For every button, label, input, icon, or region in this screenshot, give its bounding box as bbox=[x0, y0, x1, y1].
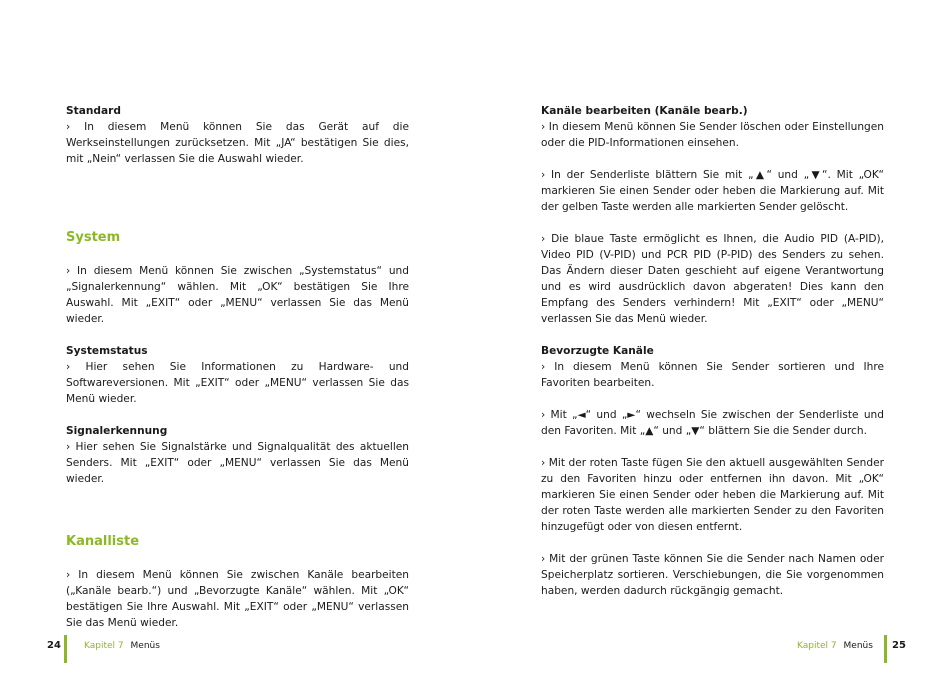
footer-right bbox=[797, 641, 873, 651]
kanalliste-block bbox=[66, 567, 409, 631]
footer-left bbox=[84, 641, 160, 651]
system-heading: System bbox=[66, 230, 121, 245]
systemstatus-block bbox=[66, 343, 409, 407]
signalerkennung-title: Signalerkennung bbox=[66, 425, 168, 437]
page-number-right: 25 bbox=[892, 640, 906, 651]
footer-bar-left bbox=[64, 635, 67, 663]
right-page bbox=[475, 0, 950, 677]
kanaele-p2: › In der Senderliste blättern Sie mit „▲“ und „▼“. Mit „OK“ markieren Sie einen Sender oder heben die Markierung auf. Mit der gelben Taste werden alle markierten Sender gelöscht. bbox=[541, 169, 884, 213]
systemstatus-title: Systemstatus bbox=[66, 345, 148, 357]
topic-label-left: Menüs bbox=[130, 641, 160, 651]
standard-text: › In diesem Menü können Sie das Gerät auf die Werkseinstellungen zurücksetzen. Mit „JA“ bestätigen Sie dies, mit „Nein“ verlassen Sie die Auswahl wieder. bbox=[66, 121, 409, 165]
kanaele-bearbeiten-title: Kanäle bearbeiten (Kanäle bearb.) bbox=[541, 105, 748, 117]
bevorzugte-kanaele-block bbox=[541, 343, 884, 599]
bevorzugt-p4: › Mit der grünen Taste können Sie die Sender nach Namen oder Speicherplatz sortieren. Verschiebungen, die Sie vorgenommen haben, werden dadurch rückgängig gemacht. bbox=[541, 553, 884, 597]
bevorzugte-kanaele-title: Bevorzugte Kanäle bbox=[541, 345, 654, 357]
standard-block bbox=[66, 103, 409, 167]
kanaele-p1: › In diesem Menü können Sie Sender löschen oder Einstellungen oder die PID-Informationen einsehen. bbox=[541, 121, 884, 149]
chapter-label-left: Kapitel 7 bbox=[84, 641, 124, 651]
bevorzugt-p2: › Mit „◄“ und „►“ wechseln Sie zwischen der Senderliste und den Favoriten. Mit „▲“ und „▼“ blättern Sie die Sender durch. bbox=[541, 409, 884, 437]
signalerkennung-block bbox=[66, 423, 409, 487]
page-number-left: 24 bbox=[47, 640, 61, 651]
bevorzugt-p1: › In diesem Menü können Sie Sender sortieren und Ihre Favoriten bearbeiten. bbox=[541, 361, 884, 389]
topic-label-right: Menüs bbox=[843, 641, 873, 651]
kanalliste-heading: Kanalliste bbox=[66, 534, 140, 549]
systemstatus-text: › Hier sehen Sie Informationen zu Hardware- und Softwareversionen. Mit „EXIT“ oder „MENU“ verlassen Sie das Menü wieder. bbox=[66, 361, 409, 405]
standard-title: Standard bbox=[66, 105, 121, 117]
footer-bar-right bbox=[884, 635, 887, 663]
signalerkennung-text: › Hier sehen Sie Signalstärke und Signalqualität des aktuellen Senders. Mit „EXIT“ oder „MENU“ verlassen Sie das Menü wieder. bbox=[66, 441, 409, 485]
system-block bbox=[66, 263, 409, 327]
kanaele-bearbeiten-block bbox=[541, 103, 884, 327]
kanaele-p3: › Die blaue Taste ermöglicht es Ihnen, die Audio PID (A-PID), Video PID (V-PID) und PCR PID (P-PID) des Senders zu sehen. Das Ändern dieser Daten geschieht auf eigene Verantwortung und es wird ausdrücklich davon abgeraten! Dies kann den Empfang des Senders verhindern! Mit „EXIT“ oder „MENU“ verlassen Sie das Menü wieder. bbox=[541, 233, 884, 325]
system-text: › In diesem Menü können Sie zwischen „Systemstatus“ und „Signalerkennung“ wählen. Mit „OK“ bestätigen Sie Ihre Auswahl. Mit „EXIT“ oder „MENU“ verlassen Sie das Menü wieder. bbox=[66, 265, 409, 325]
kanalliste-text: › In diesem Menü können Sie zwischen Kanäle bearbeiten („Kanäle bearb.“) und „Bevorzugte Kanäle“ wählen. Mit „OK“ bestätigen Sie Ihre Auswahl. Mit „EXIT“ oder „MENU“ verlassen Sie das Menü wieder. bbox=[66, 569, 409, 629]
chapter-label-right: Kapitel 7 bbox=[797, 641, 837, 651]
bevorzugt-p3: › Mit der roten Taste fügen Sie den aktuell ausgewählten Sender zu den Favoriten hinzu oder entfernen ihn davon. Mit „OK“ markieren Sie einen Sender oder heben die Markierung auf. Mit der roten Taste werden alle markierten Sender zu den Favoriten hinzugefügt oder von diesen entfernt. bbox=[541, 457, 884, 533]
